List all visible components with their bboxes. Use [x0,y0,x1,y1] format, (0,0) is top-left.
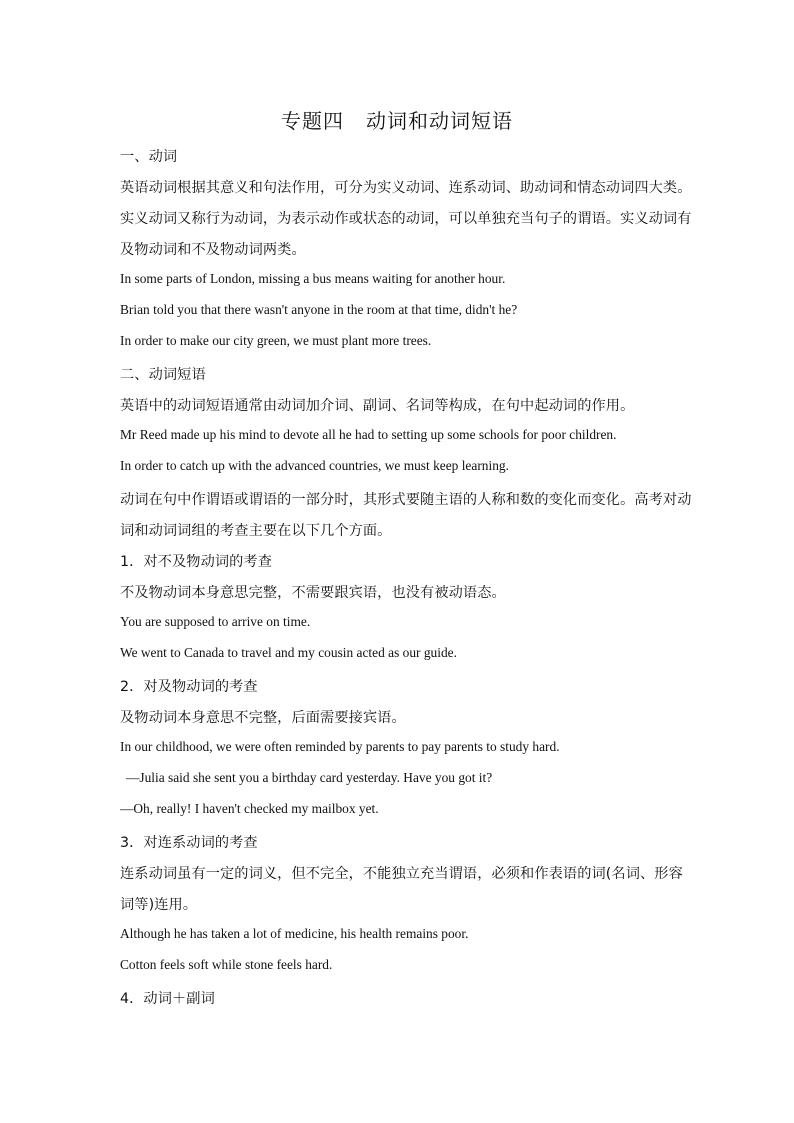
example-sentence: Mr Reed made up his mind to devote all he had to setting up some schools for poor children. [120,427,617,442]
paragraph-line: 实义动词又称行为动词，为表示动作或状态的动词，可以单独充当句子的谓语。实义动词有 [120,211,692,227]
example-sentence: In some parts of London, missing a bus means waiting for another hour. [120,271,506,286]
dialogue-line: —Oh, really! I haven't checked my mailbox yet. [120,801,379,816]
paragraph-line: 词和动词词组的考查主要在以下几个方面。 [120,523,392,539]
example-sentence: In our childhood, we were often reminded by parents to pay parents to study hard. [120,739,560,754]
subheading-transitive: 2．对及物动词的考查 [120,679,258,695]
paragraph-line: 及物动词和不及物动词两类。 [120,242,306,258]
example-sentence: Cotton feels soft while stone feels hard. [120,957,333,972]
paragraph-line: 英语动词根据其意义和句法作用，可分为实义动词、连系动词、助动词和情态动词四大类。 [120,180,692,196]
page-title [0,105,794,134]
example-sentence: You are supposed to arrive on time. [120,614,311,629]
example-sentence: Brian told you that there wasn't anyone in the room at that time, didn't he? [120,302,518,317]
paragraph-line: 词等)连用。 [120,897,198,913]
paragraph-line: 英语中的动词短语通常由动词加介词、副词、名词等构成，在句中起动词的作用。 [120,398,635,414]
title-part-1: 专题四 [281,109,344,133]
section-heading-verbs: 一、动词 [120,149,178,165]
subheading-verb-adverb: 4．动词＋副词 [120,991,215,1007]
subheading-linking-verbs: 3．对连系动词的考查 [120,835,258,851]
example-sentence: In order to make our city green, we must plant more trees. [120,333,432,348]
example-sentence: Although he has taken a lot of medicine, his health remains poor. [120,926,469,941]
paragraph-line: 及物动词本身意思不完整，后面需要接宾语。 [120,710,406,726]
example-sentence: In order to catch up with the advanced countries, we must keep learning. [120,458,509,473]
example-sentence: We went to Canada to travel and my cousin acted as our guide. [120,645,457,660]
title-part-2: 动词和动词短语 [366,109,513,133]
dialogue-line: —Julia said she sent you a birthday card yesterday. Have you got it? [126,770,493,785]
paragraph-line: 不及物动词本身意思完整，不需要跟宾语，也没有被动语态。 [120,585,506,601]
section-heading-verb-phrases: 二、动词短语 [120,367,206,383]
paragraph-line: 动词在句中作谓语或谓语的一部分时，其形式要随主语的人称和数的变化而变化。高考对动 [120,492,692,508]
paragraph-line: 连系动词虽有一定的词义，但不完全，不能独立充当谓语，必须和作表语的词(名词、形容 [120,866,683,882]
subheading-intransitive: 1．对不及物动词的考查 [120,554,273,570]
